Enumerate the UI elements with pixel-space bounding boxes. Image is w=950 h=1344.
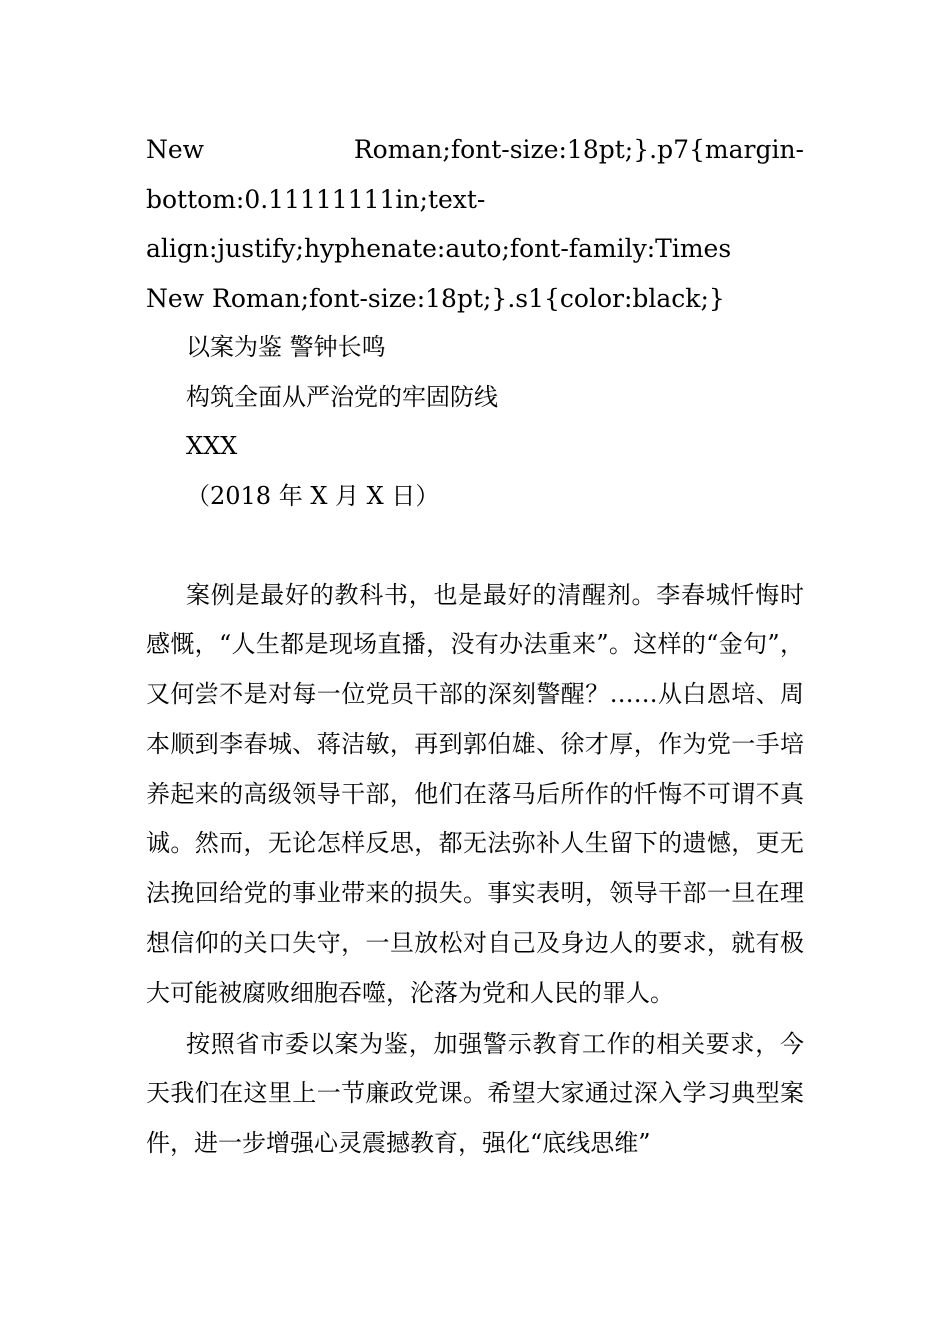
css-text-line-2: bottom:0.11111111in;text- [146,184,486,214]
document-author: XXX [186,432,238,460]
blank-line [146,521,804,571]
css-text-line-4: New Roman;font-size:18pt;}.s1{color:black;} [146,283,725,313]
document-content [146,125,804,1169]
document-date: （2018 年 X 月 X 日） [186,481,440,510]
body-paragraph-1: 案例是最好的教科书，也是最好的清醒剂。李春城忏悔时感慨，“人生都是现场直播，没有办法重来”。这样的“金句”，又何尝不是对每一位党员干部的深刻警醒？……从白恩培、周本顺到李春城、蒋洁敏，再到郭伯雄、徐才厚，作为党一手培养起来的高级领导干部，他们在落马后所作的忏悔不可谓不真诚。然而，无论怎样反思，都无法弥补人生留下的遗憾，更无法挽回给党的事业带来的损失。事实表明，领导干部一旦在理想信仰的关口失守，一旦放松对自己及身边人的要求，就有极大可能被腐败细胞吞噬，沦落为党和人民的罪人。 [146,580,804,1007]
css-text-fragment-right: Roman;font-size:18pt;}.p7{margin- [353,135,804,164]
document-subtitle: 构筑全面从严治党的牢固防线 [186,382,498,411]
css-text-line-1 [146,125,804,175]
css-text-line-3: align:justify;hyphenate:auto;font-family:Times [146,234,732,263]
document-title: 以案为鉴 警钟长鸣 [186,333,386,361]
body-paragraph-2: 按照省市委以案为鉴，加强警示教育工作的相关要求，今天我们在这里上一节廉政党课。希望大家通过深入学习典型案件，进一步增强心灵震撼教育，强化“底线思维” [146,1029,804,1158]
css-text-fragment-left: New [146,135,205,164]
